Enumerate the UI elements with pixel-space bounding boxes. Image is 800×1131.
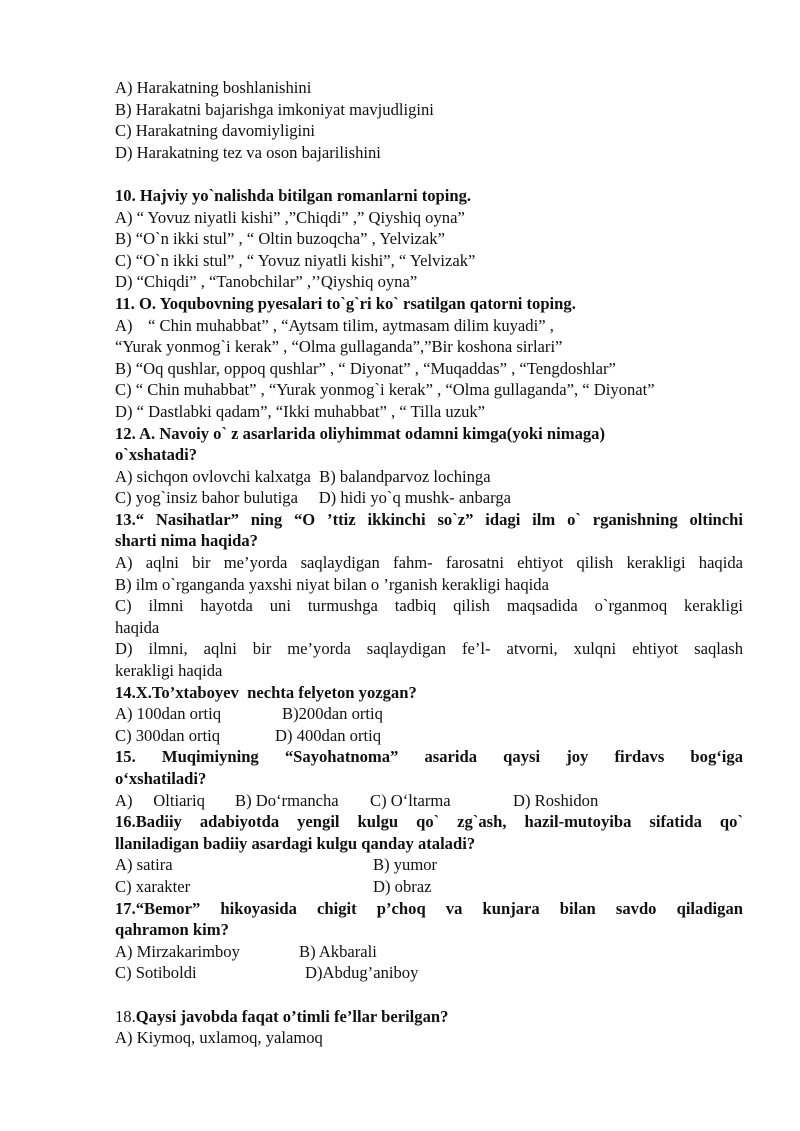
question-17 [115,898,743,984]
question-title-line-2: qahramon kim? [115,920,229,940]
question-11 [115,293,743,423]
option-b: B) yumor [373,855,438,875]
option-a-continued: “Yurak yonmog`i kerak” , “Olma gullaganda”,”Bir koshona sirlari” [115,337,563,357]
option-b: B) “Oq qushlar, oppoq qushlar” , “ Diyonat” , “Muqaddas” , “Tengdoshlar” [115,358,616,378]
question-title-line-2: o‘xshatiladi? [115,769,207,788]
options-row [115,790,743,812]
option-c: C) “O`n ikki stul” , “ Yovuz niyatli kishi”, “ Yelvizak” [115,250,476,270]
option-a-text: “ Chin muhabbat” , “Aytsam tilim, aytmasam dilim kuyadi” , [148,315,554,335]
test-page [115,77,743,1049]
option-d: D) “ Dastlabki qadam”, “Ikki muhabbat” , “ Tilla uzuk” [115,401,486,421]
option-c: C) Sotiboldi [115,963,197,983]
option-a: A) satira [115,855,173,875]
option-c: C) O‘ltarma [370,790,451,810]
options-row-2: C) yog`insiz bahor bulutiga D) hidi yo`q mushk- anbarga [115,488,512,508]
option-a: A) Kiymoq, uxlamoq, yalamoq [115,1028,323,1048]
options-row-2 [115,876,743,898]
option-b: B) “O`n ikki stul” , “ Oltin buzoqcha” , Yelvizak” [115,229,445,249]
spacer [115,984,743,1006]
question-title-line-2: o`xshatadi? [115,445,198,465]
option-a-label: A) [115,315,133,335]
option-d: D) “Chiqdi” , “Tanobchilar” ,’’Qiyshiq oyna” [115,272,418,292]
option-b: B) Do‘rmancha [235,790,339,810]
option-d-line-1: D) ilmni, aqlni bir me’yorda saqlaydigan fe’l- atvorni, xulqni ehtiyot saqlash [115,639,743,659]
option-a: A) Oltiariq [115,790,205,810]
option-c: C) “ Chin muhabbat” , “Yurak yonmog`i kerak” , “Olma gullaganda”, “ Diyonat” [115,380,655,400]
question-title-line-2: llaniladigan badiiy asardagi kulgu qanday ataladi? [115,833,476,853]
question-10 [115,185,743,293]
option-a: A) Harakatning boshlanishini [115,78,312,97]
options-row-2 [115,725,743,747]
option-a [115,315,743,337]
question-title: 10. Hajviy yo`nalishda bitilgan romanlarni toping. [115,185,472,205]
question-text: Qaysi javobda faqat o’timli fe’llar berilgan? [135,1006,449,1026]
question-title-line-1: 12. A. Navoiy o` z asarlarida oliyhimmat odamni kimga(yoki nimaga) [115,423,605,443]
question-title [115,1006,743,1028]
option-b: B) Harakatni bajarishga imkoniyat mavjudligini [115,99,434,119]
options-row-1 [115,703,743,725]
question-number: 18. [115,1006,136,1026]
option-a: A) 100dan ortiq [115,704,221,724]
option-d: D) 400dan ortiq [275,725,381,745]
option-c: C) 300dan ortiq [115,725,221,745]
question-title-line-1: 13.“ Nasihatlar” ning “O ’ttiz ikkinchi so`z” idagi ilm o` rganishning oltinchi [115,509,743,529]
option-b: B) ilm o`rganganda yaxshi niyat bilan o ’rganish kerakligi haqida [115,574,549,594]
question-title-line-2: sharti nima haqida? [115,531,258,551]
question-title: 11. O. Yoqubovning pyesalari to`g`ri ko` rsatilgan qatorni toping. [115,293,576,313]
spacer [115,163,743,185]
options-row-1: A) sichqon ovlovchi kalxatga B) balandparvoz lochinga [115,466,491,486]
option-c-line-2: haqida [115,617,160,637]
question-title-line-1: 15. Muqimiyning “Sayohatnoma” asarida qaysi joy firdavs bog‘iga [115,747,743,767]
option-b: B) Akbarali [299,941,377,961]
question-13 [115,509,743,682]
question-title-line-1: 17.“Bemor” hikoyasida chigit p’choq va kunjara bilan savdo qiladigan [115,898,743,918]
option-c-line-1: C) ilmni hayotda uni turmushga tadbiq qilish maqsadida o`rganmoq kerakligi [115,596,743,616]
options-row-1 [115,941,743,963]
option-a: A) Mirzakarimboy [115,941,240,961]
question-18 [115,1006,743,1049]
option-d: D) Harakatning tez va oson bajarilishini [115,142,381,162]
question-title: 14.X.To’xtaboyev nechta felyeton yozgan? [115,682,417,702]
option-d-line-2: kerakligi haqida [115,661,223,681]
option-a: A) aqlni bir me’yorda saqlaydigan fahm- farosatni ehtiyot qilish kerakligi haqida [115,553,743,573]
question-14 [115,682,743,747]
option-b: B)200dan ortiq [282,704,383,724]
option-a: A) “ Yovuz niyatli kishi” ,”Chiqdi” ,” Qiyshiq oyna” [115,207,465,227]
option-c: C) xarakter [115,876,191,896]
option-c: C) Harakatning davomiyligini [115,121,316,141]
question-12 [115,423,743,509]
option-d: D) obraz [373,876,432,896]
option-d: D)Abdug’aniboy [305,963,419,983]
question-title-line-1: 16.Badiiy adabiyotda yengil kulgu qo` zg`ash, hazil-mutoyiba sifatida qo` [115,812,743,832]
question-15 [115,746,743,811]
question-16 [115,811,743,897]
previous-question-options [115,77,743,163]
options-row-2 [115,962,743,984]
options-row-1 [115,854,743,876]
option-d: D) Roshidon [513,790,599,810]
